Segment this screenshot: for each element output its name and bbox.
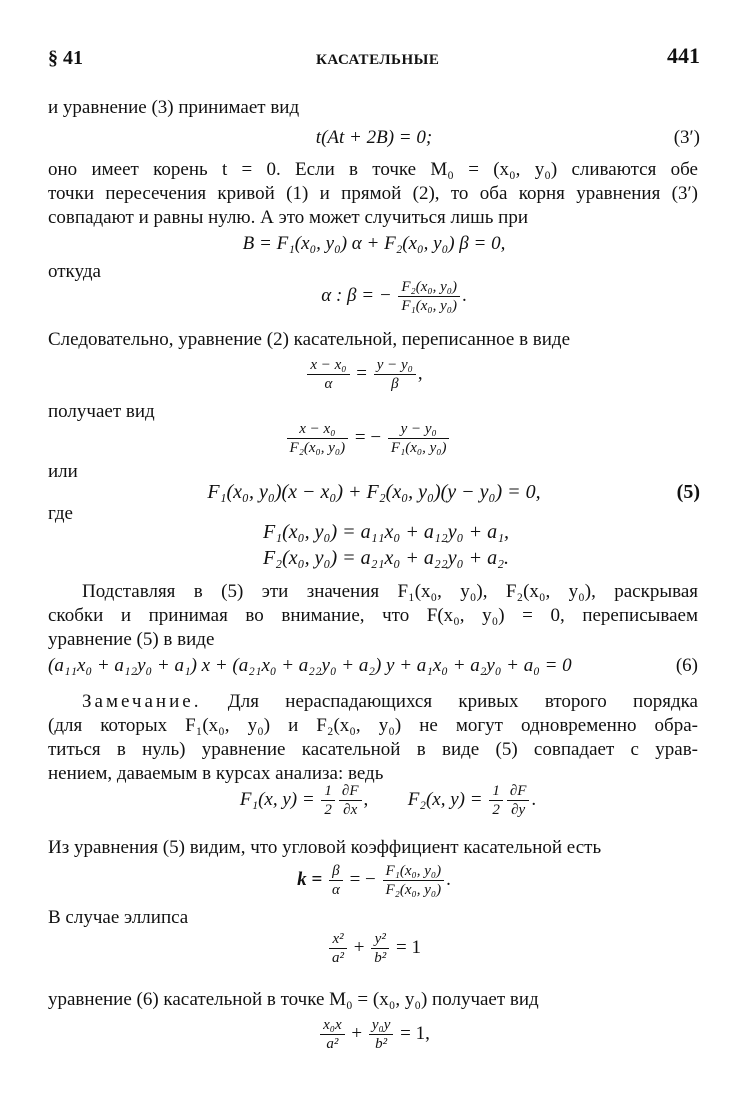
fraction: [383, 862, 445, 899]
text-line: титься в нуль) уравнение касательной в виде (5) совпадает с урав-: [48, 739, 698, 760]
fraction: [339, 782, 362, 819]
denominator: F₁(x₀, y₀): [401, 298, 458, 314]
text-line: Следовательно, уравнение (2) касательной, переписанное в виде: [48, 329, 571, 350]
fraction: [371, 930, 389, 967]
section-number: § 41: [48, 47, 83, 69]
text-line: В случае эллипса: [48, 907, 189, 928]
equation-lhs: α : β = −: [321, 284, 392, 306]
text-line: уравнение (6) касательной в точке M₀ = (x₀, y₀) получает вид: [48, 989, 539, 1010]
equation-body: F₂(x₀, y₀) = a₂₁x₀ + a₂₂y₀ + a₂.: [262, 547, 510, 569]
fraction: [307, 356, 349, 393]
denominator: a²: [332, 950, 345, 966]
equation-tangent-fraction: $\frac{\text{x − x₀}}{\text{F₂(x₀, y₀)}}$ = − $\frac{\text{y − y₀}}{\text{F₁(x₀, y₀)}}$: [0, 420, 742, 457]
equation-slope: k = $\frac{\beta}{\alpha}$ = − $\frac{\text{F₁(x₀, y₀)}}{\text{F₂(x₀, y₀)}}$ .: [297, 863, 451, 898]
fraction: [369, 1016, 394, 1053]
equation-ratio: α : β = − $\frac{\text{F₂(x₀, y₀)}}{\text{F₁(x₀, y₀)}}$ .: [321, 279, 467, 314]
denominator: α: [324, 376, 333, 392]
denominator: ∂x: [343, 802, 358, 818]
denominator: b²: [375, 1036, 388, 1052]
equation-body: (a₁₁x₀ + a₁₂y₀ + a₁) x + (a₂₁x₀ + a₂₂y₀ + a₂) y + a₁x₀ + a₂y₀ + a₀ = 0: [48, 655, 572, 676]
fraction: [374, 356, 416, 393]
fraction: [398, 278, 460, 315]
numerator: y − y₀: [374, 356, 416, 375]
denominator: α: [331, 882, 340, 898]
fraction: [320, 1016, 345, 1053]
text-line: точки пересечения кривой (1) и прямой (2), то оба корня уравнения (3′): [48, 183, 698, 204]
fraction: [287, 420, 349, 457]
fraction: [329, 862, 343, 899]
text-line: Из уравнения (5) видим, что угловой коэффициент касательной есть: [48, 837, 602, 858]
equation-3-prime: [0, 126, 748, 150]
denominator: ∂y: [511, 802, 526, 818]
equation-lhs: F₂(x, y) =: [407, 788, 483, 810]
equation-F1: [12, 520, 748, 544]
equation-line-canonical: $\frac{\text{x − x₀}}{\alpha}$ = $\frac{\text{y − y₀}}{\beta}$ ,: [0, 356, 738, 393]
text-line: где: [48, 503, 73, 524]
remark-text: Для нераспадающихся кривых второго порядка: [227, 691, 698, 712]
equation-partial-derivatives: F₁(x, y) = $\frac{1}{2}$ $\frac{\partial F}{\partial x}$ , F₂(x, y) = $\frac{1}{2}$ $\frac{\partial F}{\partial y}$ .: [239, 783, 537, 818]
text-line: (для которых F₁(x₀, y₀) и F₂(x₀, y₀) не могут одновременно обра-: [48, 715, 698, 736]
denominator: F₂(x₀, y₀): [385, 882, 442, 898]
denominator: F₂(x₀, y₀): [289, 440, 346, 456]
equation-lhs: k =: [297, 868, 323, 890]
text-line: Подставляя в (5) эти значения F₁(x₀, y₀), F₂(x₀, y₀), раскрывая: [82, 581, 698, 602]
numerator: x²: [329, 930, 347, 949]
numerator: x − x₀: [287, 420, 349, 439]
text-line: оно имеет корень t = 0. Если в точке M₀ = (x₀, y₀) сливаются обе: [48, 159, 698, 180]
text-line: уравнение (5) в виде: [48, 629, 215, 650]
denominator: F₁(x₀, y₀): [390, 440, 447, 456]
equation-rhs: = 1,: [400, 1022, 430, 1044]
fraction: [329, 930, 347, 967]
equation-number: (5): [676, 481, 700, 503]
equation-body: t(At + 2B) = 0;: [315, 127, 433, 148]
numerator: y²: [371, 930, 389, 949]
equation-ellipse: $\frac{\text{x²}}{\text{a²}}$ + $\frac{\text{y²}}{\text{b²}}$ = 1: [0, 930, 748, 967]
text-line: совпадают и равны нулю. А это может случиться лишь при: [48, 207, 529, 228]
text-line: скобки и принимая во внимание, что F(x₀, y₀) = 0, переписываем: [48, 605, 698, 626]
numerator: 1: [321, 782, 335, 801]
numerator: x₀x: [320, 1016, 345, 1035]
equation-body: F₁(x₀, y₀) = a₁₁x₀ + a₁₂y₀ + a₁,: [262, 521, 510, 543]
page-number: 441: [667, 43, 700, 68]
text-line: и уравнение (3) принимает вид: [48, 97, 300, 118]
remark-first-line: [82, 690, 698, 714]
fraction: [489, 782, 503, 819]
text-line: или: [48, 461, 78, 482]
denominator: β: [391, 376, 399, 392]
denominator: 2: [324, 802, 332, 818]
equation-lhs: F₁(x, y) =: [239, 788, 315, 810]
equation-body: B = F₁(x₀, y₀) α + F₂(x₀, y₀) β = 0,: [242, 233, 506, 254]
numerator: y₀y: [369, 1016, 394, 1035]
running-title: КАСАТЕЛЬНЫЕ: [316, 52, 440, 68]
equation-6: [48, 654, 698, 678]
denominator: b²: [374, 950, 387, 966]
equation-body: F₁(x₀, y₀)(x − x₀) + F₂(x₀, y₀)(y − y₀) = 0,: [207, 481, 541, 503]
equation-B: [0, 232, 748, 256]
equation-5: [0, 480, 748, 504]
numerator: ∂F: [507, 782, 530, 801]
remark-label: Замечание.: [82, 691, 202, 712]
numerator: β: [329, 862, 343, 881]
equation-number: (6): [675, 655, 698, 676]
denominator: a²: [326, 1036, 339, 1052]
numerator: ∂F: [339, 782, 362, 801]
text-line: откуда: [48, 261, 101, 282]
numerator: 1: [489, 782, 503, 801]
fraction: [507, 782, 530, 819]
equation-rhs: = 1: [396, 936, 421, 958]
numerator: F₂(x₀, y₀): [398, 278, 460, 297]
fraction: [321, 782, 335, 819]
fraction: [388, 420, 450, 457]
denominator: 2: [492, 802, 500, 818]
text-line: нением, даваемым в курсах анализа: ведь: [48, 763, 384, 784]
numerator: F₁(x₀, y₀): [383, 862, 445, 881]
equation-F2: [12, 546, 748, 570]
equation-number: (3′): [673, 127, 700, 148]
numerator: y − y₀: [388, 420, 450, 439]
equation-ellipse-tangent: $\frac{\text{x₀x}}{\text{a²}}$ + $\frac{\text{y₀y}}{\text{b²}}$ = 1,: [0, 1016, 748, 1053]
numerator: x − x₀: [307, 356, 349, 375]
text-line: получает вид: [48, 401, 155, 422]
